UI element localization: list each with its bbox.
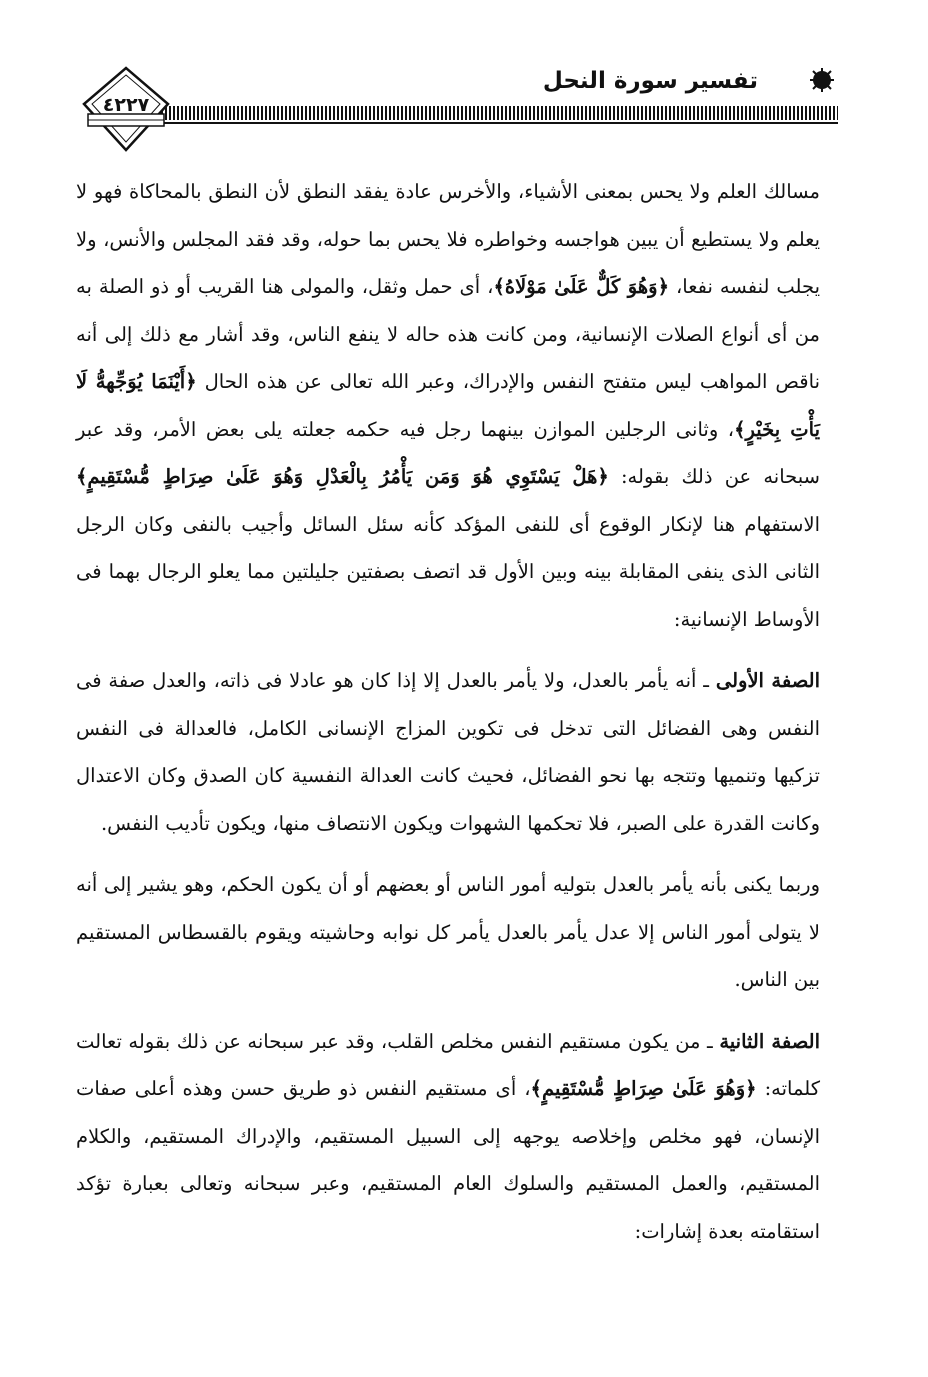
quran-verse: ﴿أَيْنَمَا يُوَجِّههُّ لَا يَأْتِ بِخَيْرٍ﴾ xyxy=(76,370,821,441)
header-rule xyxy=(153,106,838,120)
page-header xyxy=(78,64,838,154)
quran-verse: ﴿وَهُوَ كَلٌّ عَلَىٰ مَوْلَاهُ﴾ xyxy=(493,275,670,298)
quran-verse: ﴿هَلْ يَسْتَوِي هُوَ وَمَن يَأْمُرُ بِالْعَدْلِ وَهُوَ عَلَىٰ صِرَاطٍ مُّسْتَقِيمٍ﴾ xyxy=(76,465,609,488)
running-title: تفسير سورة النحل xyxy=(542,68,758,94)
quran-verse: ﴿وَهُوَ عَلَىٰ صِرَاطٍ مُّسْتَقِيمٍ﴾ xyxy=(530,1077,757,1100)
paragraph: الصفة الأولى ـ أنه يأمر بالعدل، ولا يأمر بالعدل إلا إذا كان هو عادلا فى ذاته، والعدل صفة فى النفس وهى الفضائل التى تدخل فى تكوين المزاج الإنسانى الكامل، فالعدالة فى النفس تزكيها وتنميها وتتجه بها نحو الفضائل، فحيث كانت العدالة النفسية كان الصدق وكان الاعتدال وكانت القدرة على الصبر، فلا تحكمها الشهوات ويكون الانتصاف منها، ويكون تأديب النفس. xyxy=(76,669,821,835)
header-rule-thin xyxy=(153,122,838,124)
page-body xyxy=(76,168,820,1269)
page-number: ٤٢٢٧ xyxy=(102,94,150,116)
paragraph: مسالك العلم ولا يحس بمعنى الأشياء، والأخرس عادة يفقد النطق لأن النطق بالمحاكاة فهو لا يعلم ولا يستطيع أن يبين هواجسه وخواطره فلا يحس بما حوله، وقد فقد المجلس والأنس، ولا يجلب لنفسه نفعا، ﴿وَهُوَ كَلٌّ عَلَىٰ مَوْلَاهُ﴾، أى حمل وثقل، والمولى هنا القريب أو ذو الصلة به من أى أنواع الصلات الإنسانية، ومن كانت هذه حاله لا ينفع الناس، وقد أشار مع ذلك إلى أنه ناقص المواهب ليس متفتح النفس والإدراك، وعبر الله تعالى عن هذه الحال ﴿أَيْنَمَا يُوَجِّههُّ لَا يَأْتِ بِخَيْرٍ﴾، وثانى الرجلين الموازن بينهما رجل فيه حكمه جعلته يلى بعض الأمر، وقد عبر سبحانه عن ذلك بقوله: ﴿هَلْ يَسْتَوِي هُوَ وَمَن يَأْمُرُ بِالْعَدْلِ وَهُوَ عَلَىٰ صِرَاطٍ مُّسْتَقِيمٍ﴾ الاستفهام هنا لإنكار الوقوع أى للنفى المؤكد كأنه سئل السائل وأجيب بالنفى وكان الرجل الثانى الذى ينفى المقابلة بينه وبين الأول قد اتصف بصفتين جليلتين مما يعلو الرجال بهما فى الأوساط الإنسانية: xyxy=(76,180,821,631)
ornament-icon xyxy=(810,68,834,92)
section-lead: الصفة الأولى xyxy=(715,669,821,692)
section-lead: الصفة الثانية xyxy=(719,1029,820,1053)
paragraph: الصفة الثانية ـ من يكون مستقيم النفس مخلص القلب، وقد عبر سبحانه عن ذلك بقوله تعالت كلماته: ﴿وَهُوَ عَلَىٰ صِرَاطٍ مُّسْتَقِيمٍ﴾، أى مستقيم النفس ذو طريق حسن وهذه أعلى صفات الإنسان، فهو مخلص وإخلاصه يوجهه إلى السبيل المستقيم، والإدراك المستقيم، والكلام المستقيم، والعمل المستقيم والسلوك العام المستقيم، وعبر سبحانه وتعالى بعبارة تؤكد استقامته بعدة إشارات: xyxy=(76,1029,820,1243)
paragraph: وربما يكنى بأنه يأمر بالعدل بتوليه أمور الناس أو بعضهم أو أن يكون الحكم، وهو يشير إلى أنه لا يتولى أمور الناس إلا عدل يأمر بالعدل يأمر كل نوابه وحاشيته ويقوم بالقسطاس المستقيم بين الناس. xyxy=(76,873,820,991)
